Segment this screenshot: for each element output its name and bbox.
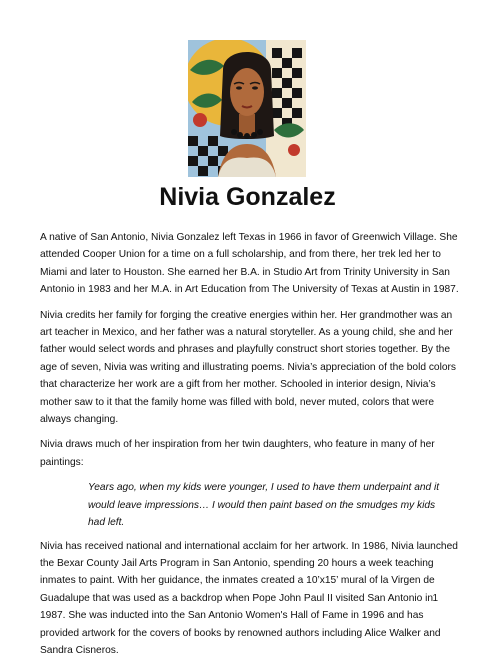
portrait-painting xyxy=(188,40,306,177)
paragraph-2: Nivia credits her family for forging the creative energies within her. Her grandmother was an art teacher in Mexico, and her father was a natural storyteller. As a young child, she and her father would select words and phrases and playfully construct short stories together. By the age of seven, Nivia was writing and illustrating poems. Nivia’s appreciation of the bold colors that characterize her work are a gift from her mother. Schooled in interior design, Nivia’s mother saw to it that the family home was filled with bold, never muted, colors that were always changing. xyxy=(40,309,457,426)
document-body xyxy=(40,229,460,667)
page-number: 1 xyxy=(432,593,438,604)
paragraph-1: A native of San Antonio, Nivia Gonzalez left Texas in 1966 in favor of Greenwich Village. She attended Cooper Union for a time on a full scholarship, and from there, her trek led her to Miami and later to Houston. She earned her B.A. in Studio Art from Trinity University in San Antonio in 1983 and her M.A. in Art Education from The University of Texas at Austin in 1987. xyxy=(40,232,459,296)
paragraph-4: Nivia has received national and international acclaim for her artwork. In 1986, Nivia launched the Bexar County Jail Arts Program in San Antonio, spending 20 hours a week teaching inmates to paint. With her guidance, the inmates created a 10’x15’ mural of la Virgen de Guadalupe that was used as a backdrop when Pope John Paul II visited San Antonio in 1987. She was inducted into the San Antonio Women's Hall of Fame in 1996 and has provided artwork for the covers of books by renowned authors including Alice Walker and Sandra Cisneros. xyxy=(40,540,458,656)
paragraph-3: Nivia draws much of her inspiration from her twin daughters, who feature in many of her paintings: xyxy=(40,439,435,468)
page-title: Nivia Gonzalez xyxy=(159,183,336,211)
block-quote: Years ago, when my kids were younger, I used to have them underpaint and it would leave impressions… I would then paint based on the smudges my kids had left. xyxy=(88,482,440,529)
